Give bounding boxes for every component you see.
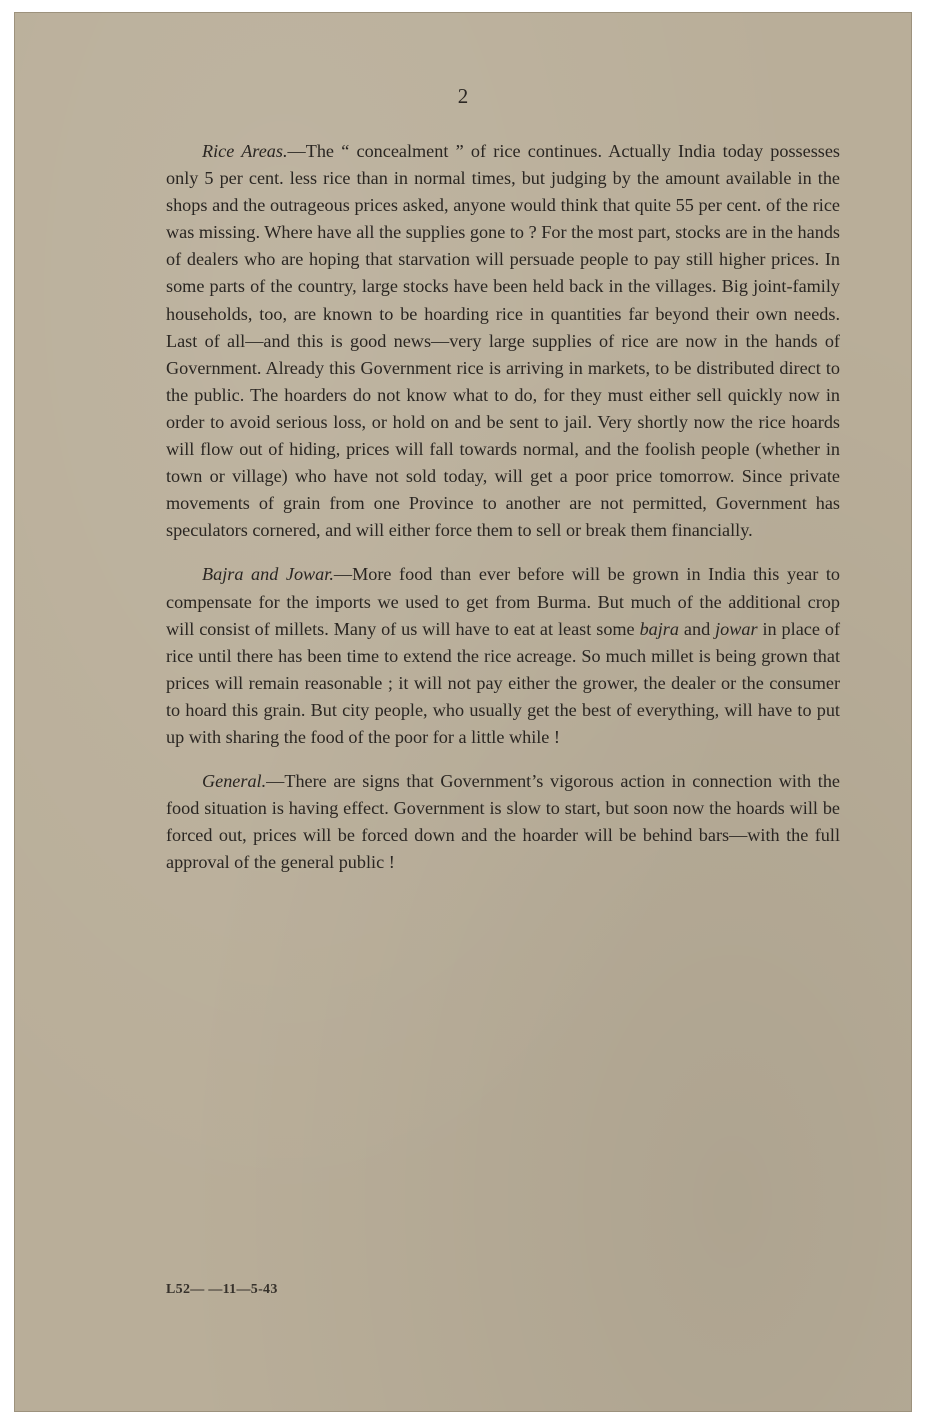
paragraph-text: —More food than ever before will be grown in India this year to compensate for the imports we used to get from Burma. But much of the additional crop will consist of millets. Many of us will have to eat at least some xyxy=(166,564,840,639)
paragraph-text: —The “ concealment ” of rice continues. Actually India today possesses only 5 per cent. less rice than in normal times, but judging by the amount available in the shops and the outrageous prices asked, anyone would think that quite 55 per cent. of the rice was missing. Where have all the supplies gone to ? For the most part, stocks are in the hands of dealers who are hoping that starvation will persuade people to pay still higher prices. In some parts of the country, large stocks have been held back in the villages. Big joint-family households, too, are known to be hoarding rice in quantities far beyond their own needs. Last of all—and this is good news—very large supplies of rice are now in the hands of Government. Already this Government rice is arriving in markets, to be distributed direct to the public. The hoarders do not know what to do, for they must either sell quickly now in order to avoid serious loss, or hold on and be sent to jail. Very shortly now the rice hoards will flow out of hiding, prices will fall towards normal, and the foolish people (whether in town or village) who have not sold today, will get a poor price tomorrow. Since private movements of grain from one Province to another are not permitted, Government has speculators cornered, and will either force them to sell or break them financially. xyxy=(166,141,840,541)
emphasis-jowar: jowar xyxy=(715,618,758,639)
paragraph-bajra-jowar xyxy=(166,561,840,751)
paragraph-text: and xyxy=(678,618,716,639)
paragraph-text: in place of rice until there has been time to extend the rice acreage. So much millet is being grown that prices will remain reasonable ; it will not pay either the grower, the dealer or the consumer to hoard this grain. But city people, who usually get the best of everything, will have to put up with sharing the food of the poor for a little while ! xyxy=(166,618,841,747)
paragraph-text: —There are signs that Government’s vigorous action in connection with the food situation is having effect. Government is slow to start, but soon now the hoards will be forced out, prices will be forced down and the hoarder will be behind bars—with the full approval of the general public ! xyxy=(166,771,840,873)
paragraph-general xyxy=(166,768,840,876)
paragraph-title: General. xyxy=(202,771,267,792)
paragraph-title: Rice Areas. xyxy=(202,141,288,161)
page-number: 2 xyxy=(457,84,469,108)
document-page xyxy=(14,12,912,1412)
footer-code: L52— —11—5-43 xyxy=(166,1282,278,1297)
body-text xyxy=(166,138,840,893)
paragraph-title: Bajra and Jowar. xyxy=(202,564,334,585)
emphasis-bajra: bajra xyxy=(639,618,679,639)
paragraph-rice-areas xyxy=(166,138,840,544)
